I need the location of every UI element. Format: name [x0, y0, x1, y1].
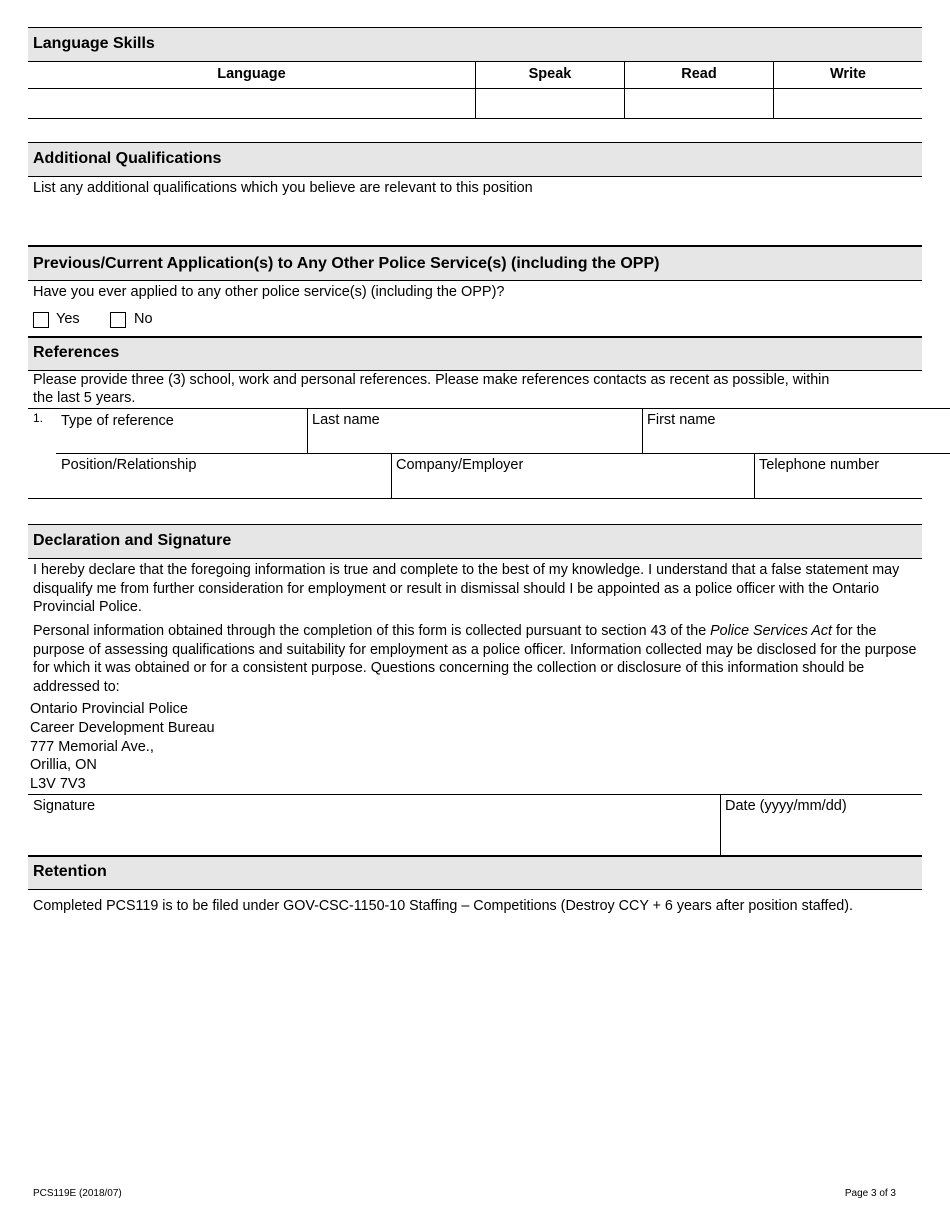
address-line: 777 Memorial Ave., — [30, 739, 154, 755]
retention-header — [28, 857, 922, 889]
previous-applications-question: Have you ever applied to any other police service(s) (including the OPP)? — [33, 284, 505, 300]
column-language: Language — [217, 66, 286, 82]
address-line: Career Development Bureau — [30, 720, 215, 736]
last-name-field[interactable] — [308, 431, 641, 452]
address-line: L3V 7V3 — [30, 776, 86, 792]
privacy-notice-text-1: Personal information obtained through the completion of this form is collected pursuant to section 43 of the — [33, 623, 711, 639]
references-instruction-line2: the last 5 years. — [33, 390, 136, 406]
company-employer-label: Company/Employer — [396, 457, 524, 473]
last-name-label: Last name — [312, 412, 380, 428]
references-header — [28, 338, 922, 370]
form-id: PCS119E (2018/07) — [33, 1188, 122, 1199]
language-skills-title: Language Skills — [33, 35, 155, 52]
type-of-reference-label: Type of reference — [61, 413, 174, 429]
additional-qualifications-title: Additional Qualifications — [33, 150, 222, 167]
additional-qualifications-input[interactable] — [29, 199, 921, 244]
references-title: References — [33, 344, 120, 361]
telephone-number-label: Telephone number — [759, 457, 880, 473]
write-input[interactable] — [774, 89, 921, 117]
retention-title: Retention — [33, 863, 107, 880]
language-input[interactable] — [29, 89, 474, 117]
date-label: Date (yyyy/mm/dd) — [725, 798, 847, 814]
speak-input[interactable] — [476, 89, 623, 117]
position-relationship-label: Position/Relationship — [61, 457, 197, 473]
reference-item-number: 1. — [33, 411, 44, 425]
previous-applications-title: Previous/Current Application(s) to Any Other Police Service(s) (including the OPP) — [33, 255, 660, 272]
first-name-label: First name — [647, 412, 716, 428]
read-input[interactable] — [625, 89, 772, 117]
police-services-act: Police Services Act — [710, 623, 832, 639]
column-write: Write — [830, 66, 866, 82]
no-label: No — [134, 311, 153, 327]
no-checkbox[interactable] — [110, 312, 126, 328]
privacy-notice-paragraph — [33, 622, 921, 696]
yes-label: Yes — [56, 311, 80, 327]
column-speak: Speak — [528, 66, 572, 82]
company-employer-field[interactable] — [392, 476, 753, 497]
address-line: Ontario Provincial Police — [30, 701, 188, 717]
declaration-title: Declaration and Signature — [33, 532, 232, 549]
declaration-paragraph: I hereby declare that the foregoing information is true and complete to the best of my knowledge. I understand that a false statement may disqualify me from further consideration for employment or result in dismissal should I be appointed as a police officer with the Ontario Provincial Police. — [33, 562, 900, 615]
type-of-reference-field[interactable] — [56, 431, 306, 452]
retention-text: Completed PCS119 is to be filed under GOV-CSC-1150-10 Staffing – Competitions (Destroy CCY + 6 years after position staffed). — [33, 898, 853, 914]
yes-checkbox[interactable] — [33, 312, 49, 328]
address-line: Orillia, ON — [30, 757, 97, 773]
first-name-field[interactable] — [643, 431, 943, 452]
column-read: Read — [681, 66, 717, 82]
page-number: Page 3 of 3 — [844, 1188, 896, 1199]
signature-field[interactable] — [29, 818, 719, 854]
additional-qualifications-instruction: List any additional qualifications which you believe are relevant to this position — [33, 180, 533, 196]
references-instruction-line1: Please provide three (3) school, work and personal references. Please make references contacts as recent as possible, within — [33, 372, 830, 388]
telephone-number-field[interactable] — [755, 476, 921, 497]
position-relationship-field[interactable] — [56, 476, 390, 497]
date-field[interactable] — [721, 818, 921, 854]
privacy-notice-text-2: for the purpose of assessing qualifications and suitability for employment as a police officer. Information collected may be disclosed for the purpose for which it was obtained or for a consistent purpose. Questions concerning the collection or disclosure of this information should be addressed to: — [33, 623, 917, 695]
language-skills-header — [28, 28, 922, 61]
signature-label: Signature — [33, 798, 96, 814]
